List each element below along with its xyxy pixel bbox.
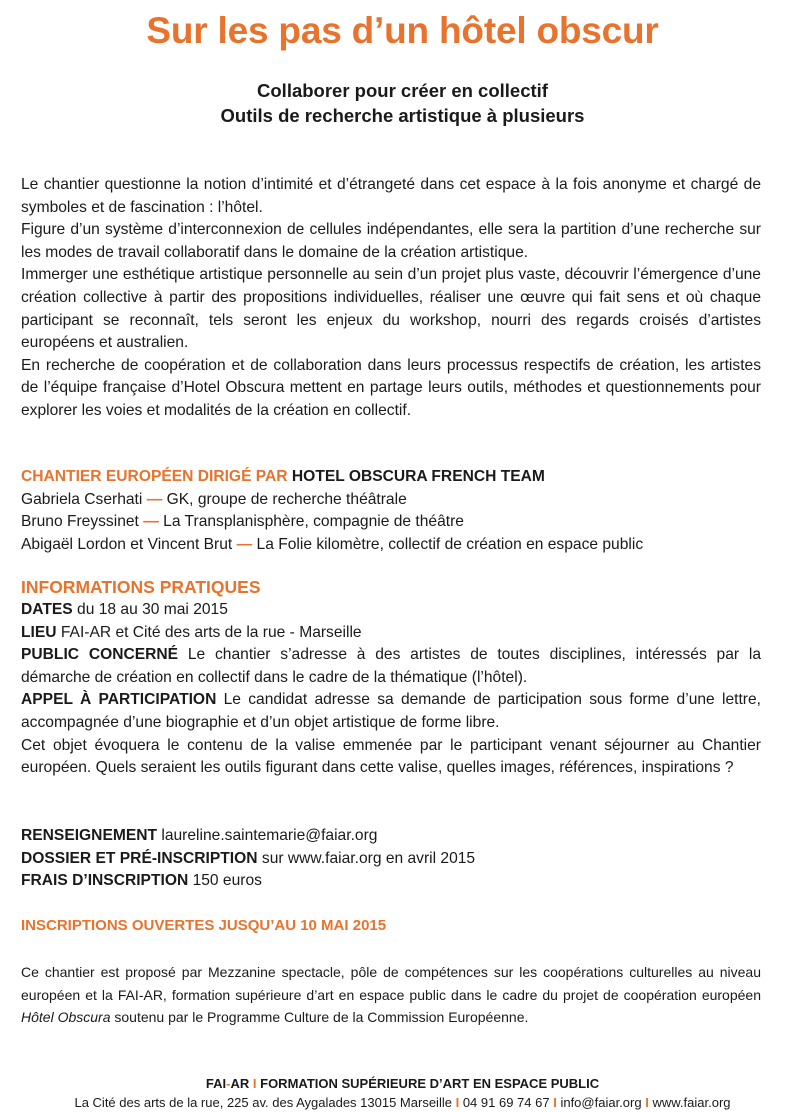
footer-separator: I (553, 1095, 557, 1110)
dossier-value: sur www.faiar.org en avril 2015 (261, 849, 476, 867)
footer-brand-fai: FAI (205, 1076, 227, 1091)
footer-brand-line (0, 1074, 805, 1093)
team-heading-label: CHANTIER EUROPÉEN DIRIGÉ PAR (21, 468, 288, 485)
appel-label: APPEL À PARTICIPATION (21, 691, 217, 709)
registration-deadline: INSCRIPTIONS OUVERTES JUSQU’AU 10 MAI 2015 (21, 917, 387, 934)
member-separator: — (236, 535, 253, 553)
member-separator: — (146, 490, 163, 508)
renseignement-email[interactable]: laureline.saintemarie@faiar.org (161, 827, 378, 844)
member-name: Abigaël Lordon et Vincent Brut (21, 535, 233, 553)
footer-brand-ar: AR (230, 1076, 250, 1091)
footer-address: La Cité des arts de la rue, 225 av. des Aygalades 13015 Marseille (74, 1095, 452, 1110)
credits-note (21, 961, 761, 1029)
practical-info-heading: INFORMATIONS PRATIQUES (21, 577, 261, 597)
footer-separator: I (252, 1076, 257, 1091)
renseignement-line (21, 825, 761, 848)
subtitle-2: Outils de recherche artistique à plusieurs (220, 105, 585, 126)
credits-project-name: Hôtel Obscura (21, 1009, 111, 1026)
team-member (21, 534, 781, 557)
footer-separator: I (645, 1095, 649, 1110)
footer (0, 1074, 805, 1112)
intro-paragraph-2: Figure d’un système d’interconnexion de cellules indépendantes, elle sera la partition d’une recherche sur les modes de travail collaboratif dans le domaine de la création artistique. (21, 221, 761, 261)
appel-extra: Cet objet évoquera le contenu de la valise emmenée par le participant venant séjourner au Chantier européen. Quels seraient les outils figurant dans cette valise, quelles images, références, inspirations ? (21, 736, 761, 777)
frais-line (21, 870, 761, 893)
footer-website[interactable]: www.faiar.org (652, 1095, 731, 1110)
subtitle-1: Collaborer pour créer en collectif (257, 80, 548, 101)
intro-text (21, 174, 761, 423)
member-name: Gabriela Cserhati (21, 490, 143, 508)
team-heading-name: HOTEL OBSCURA FRENCH TEAM (291, 468, 545, 485)
footer-phone: 04 91 69 74 67 (462, 1095, 550, 1110)
footer-contact-line (0, 1093, 805, 1112)
frais-value: 150 euros (192, 872, 262, 890)
public-line (21, 644, 761, 689)
lieu-line (21, 622, 761, 645)
contact-section (21, 825, 761, 893)
dates-line (21, 599, 761, 622)
credits-text-before: Ce chantier est proposé par Mezzanine spectacle, pôle de compétences sur les coopérations culturelles au niveau européen et la FAI-AR, formation supérieure d’art en espace public dans le cadre du projet de coopération européen (21, 964, 761, 1003)
lieu-value: FAI-AR et Cité des arts de la rue - Marseille (60, 623, 362, 641)
team-heading (21, 466, 781, 489)
dates-value: du 18 au 30 mai 2015 (77, 601, 228, 618)
team-member (21, 489, 781, 512)
page-title: Sur les pas d’un hôtel obscur (146, 10, 659, 51)
intro-paragraph-1: Le chantier questionne la notion d’intimité et d’étrangeté dans cet espace à la fois anonyme et chargé de symboles et de fascination : l’hôtel. (21, 176, 761, 216)
subtitles (0, 78, 805, 128)
footer-brand-dash: - (226, 1076, 231, 1091)
appel-value: Le candidat adresse sa demande de participation sous forme d’une lettre, accompagnée d’une biographie et d’un objet artistique de forme libre. (21, 691, 761, 731)
practical-info-section (21, 575, 761, 780)
intro-paragraph-3: Immerger une esthétique artistique personnelle au sein d’un projet plus vaste, découvrir l’émergence d’une création collective à partir des propositions individuelles, réaliser une œuvre qui fait sens et où chaque participant se reconnaît, tels seront les enjeux du workshop, nourri des regards croisés d’artistes européens et australien. (21, 266, 761, 352)
footer-email[interactable]: info@faiar.org (560, 1095, 642, 1110)
footer-tagline: FORMATION SUPÉRIEURE D’ART EN ESPACE PUBLIC (260, 1076, 600, 1091)
dossier-label: DOSSIER ET PRÉ-INSCRIPTION (21, 849, 258, 867)
renseignement-label: RENSEIGNEMENT (21, 827, 158, 844)
team-section (21, 466, 781, 556)
member-name: Bruno Freyssinet (21, 513, 139, 531)
public-value: Le chantier s’adresse à des artistes de toutes disciplines, intéressés par la démarche de création en collectif dans le cadre de la thématique (l’hôtel). (21, 646, 761, 686)
team-member (21, 511, 781, 534)
member-role: GK, groupe de recherche théâtrale (166, 490, 407, 508)
credits-text-after: soutenu par le Programme Culture de la Commission Européenne. (114, 1009, 529, 1026)
lieu-label: LIEU (21, 623, 57, 641)
member-role: La Folie kilomètre, collectif de création en espace public (256, 535, 644, 553)
public-label: PUBLIC CONCERNÉ (21, 646, 179, 664)
dossier-line (21, 848, 761, 871)
appel-line (21, 689, 761, 734)
member-role: La Transplanisphère, compagnie de théâtre (163, 513, 464, 531)
footer-separator: I (455, 1095, 460, 1110)
intro-paragraph-4: En recherche de coopération et de collaboration dans leurs processus respectifs de création, les artistes de l’équipe française d’Hotel Obscura mettent en partage leurs outils, méthodes et questionnements pour explorer les voies et modalités de la création en collectif. (21, 356, 761, 419)
member-separator: — (143, 513, 159, 531)
frais-label: FRAIS D’INSCRIPTION (21, 872, 189, 890)
dates-label: DATES (21, 601, 73, 618)
